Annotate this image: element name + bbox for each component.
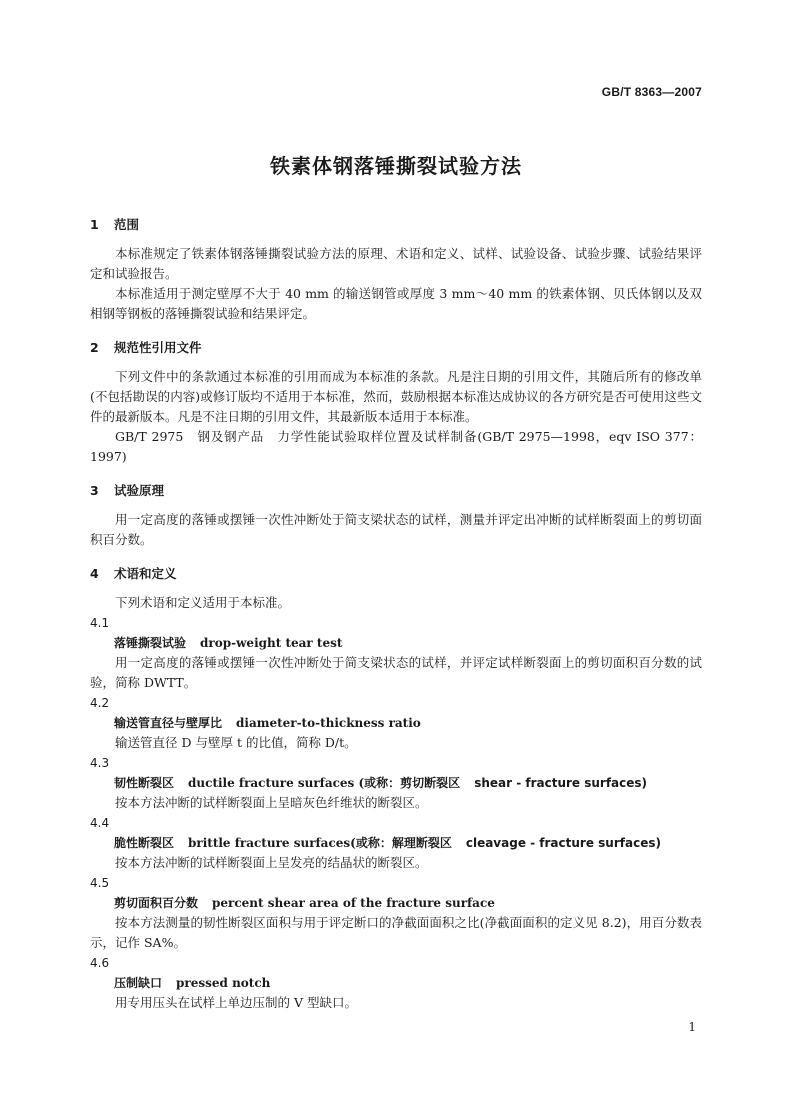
section-heading-1 <box>90 215 702 235</box>
document-body <box>90 215 702 1013</box>
term-heading <box>90 833 702 853</box>
term-cn: 落锤撕裂试验 <box>114 636 187 650</box>
section-title: 试验原理 <box>114 483 165 498</box>
section-number: 2 <box>90 340 99 355</box>
term-definition: 按本方法冲断的试样断裂面上呈暗灰色纤维状的断裂区。 <box>115 795 428 810</box>
section-title: 规范性引用文件 <box>114 340 202 355</box>
section-number: 4 <box>90 566 99 581</box>
term-definition: 按本方法测量的韧性断裂区面积与用于评定断口的净截面面积之比(净截面面积的定义见 8.2)，用百分数表示，记作 SA%。 <box>90 915 702 950</box>
term-number: 4.3 <box>90 756 110 770</box>
term-definition: 按本方法冲断的试样断裂面上呈发亮的结晶状的断裂区。 <box>115 855 428 870</box>
term-en: percent shear area of the fracture surface <box>212 896 495 910</box>
section-number: 1 <box>90 217 99 232</box>
term-definition: 输送管直径 D 与壁厚 t 的比值，简称 D/t。 <box>115 735 357 750</box>
term-cn: 压制缺口 <box>114 976 163 990</box>
term-cn: 输送管直径与壁厚比 <box>114 716 223 730</box>
section-heading-3 <box>90 481 702 501</box>
term-cn: 剪切面积百分数 <box>114 896 199 910</box>
term-definition: 用专用压头在试样上单边压制的 V 型缺口。 <box>115 995 357 1010</box>
paragraph: 下列文件中的条款通过本标准的引用而成为本标准的条款。凡是注日期的引用文件，其随后所有的修改单(不包括勘误的内容)或修订版均不适用于本标准，然而，鼓励根据本标准达成协议的各方研究是否可使用这些文件的最新版本。凡是不注日期的引用文件，其最新版本适用于本标准。 <box>90 369 702 424</box>
term-cn: 韧性断裂区 <box>114 776 175 790</box>
term-number: 4.4 <box>90 816 110 830</box>
term-heading <box>90 633 702 653</box>
term-en: drop-weight tear test <box>200 636 343 650</box>
term-en: pressed notch <box>176 976 271 990</box>
page-title: 铁素体钢落锤撕裂试验方法 <box>270 154 522 178</box>
term-number: 4.6 <box>90 956 110 970</box>
term-en-alt: cleavage - fracture surfaces) <box>465 836 661 850</box>
term-en: brittle fracture surfaces(或称：解理断裂区 <box>188 836 452 850</box>
page-number: 1 <box>688 1020 696 1034</box>
term-cn: 脆性断裂区 <box>114 836 175 850</box>
term-number: 4.5 <box>90 876 110 890</box>
term-en: ductile fracture surfaces (或称：剪切断裂区 <box>188 776 461 790</box>
term-definition: 用一定高度的落锤或摆锤一次性冲断处于简支梁状态的试样，并评定试样断裂面上的剪切面积百分数的试验，简称 DWTT。 <box>90 655 702 690</box>
term-heading <box>90 713 702 733</box>
paragraph: 本标准规定了铁素体钢落锤撕裂试验方法的原理、术语和定义、试样、试验设备、试验步骤、试验结果评定和试验报告。 <box>90 246 702 281</box>
paragraph: 用一定高度的落锤或摆锤一次性冲断处于简支梁状态的试样，测量并评定出冲断的试样断裂面上的剪切面积百分数。 <box>90 512 702 547</box>
term-heading <box>90 893 702 913</box>
paragraph: 本标准适用于测定壁厚不大于 40 mm 的输送钢管或厚度 3 mm～40 mm 的铁素体钢、贝氏体钢以及双相钢等钢板的落锤撕裂试验和结果评定。 <box>90 286 702 321</box>
standard-number: GB/T 8363—2007 <box>601 85 702 99</box>
section-heading-4 <box>90 564 702 584</box>
section-heading-2 <box>90 338 702 358</box>
section-title: 术语和定义 <box>114 566 177 581</box>
section-number: 3 <box>90 483 99 498</box>
term-heading <box>90 773 702 793</box>
term-number: 4.2 <box>90 696 110 710</box>
term-en-alt: shear - fracture surfaces) <box>474 776 648 790</box>
paragraph: 下列术语和定义适用于本标准。 <box>115 595 291 610</box>
section-title: 范围 <box>114 217 140 232</box>
term-heading <box>90 973 702 993</box>
term-en: diameter-to-thickness ratio <box>236 716 421 730</box>
term-number: 4.1 <box>90 616 110 630</box>
reference-entry: GB/T 2975 钢及钢产品 力学性能试验取样位置及试样制备(GB/T 2975—1998，eqv ISO 377：1997) <box>90 429 702 464</box>
